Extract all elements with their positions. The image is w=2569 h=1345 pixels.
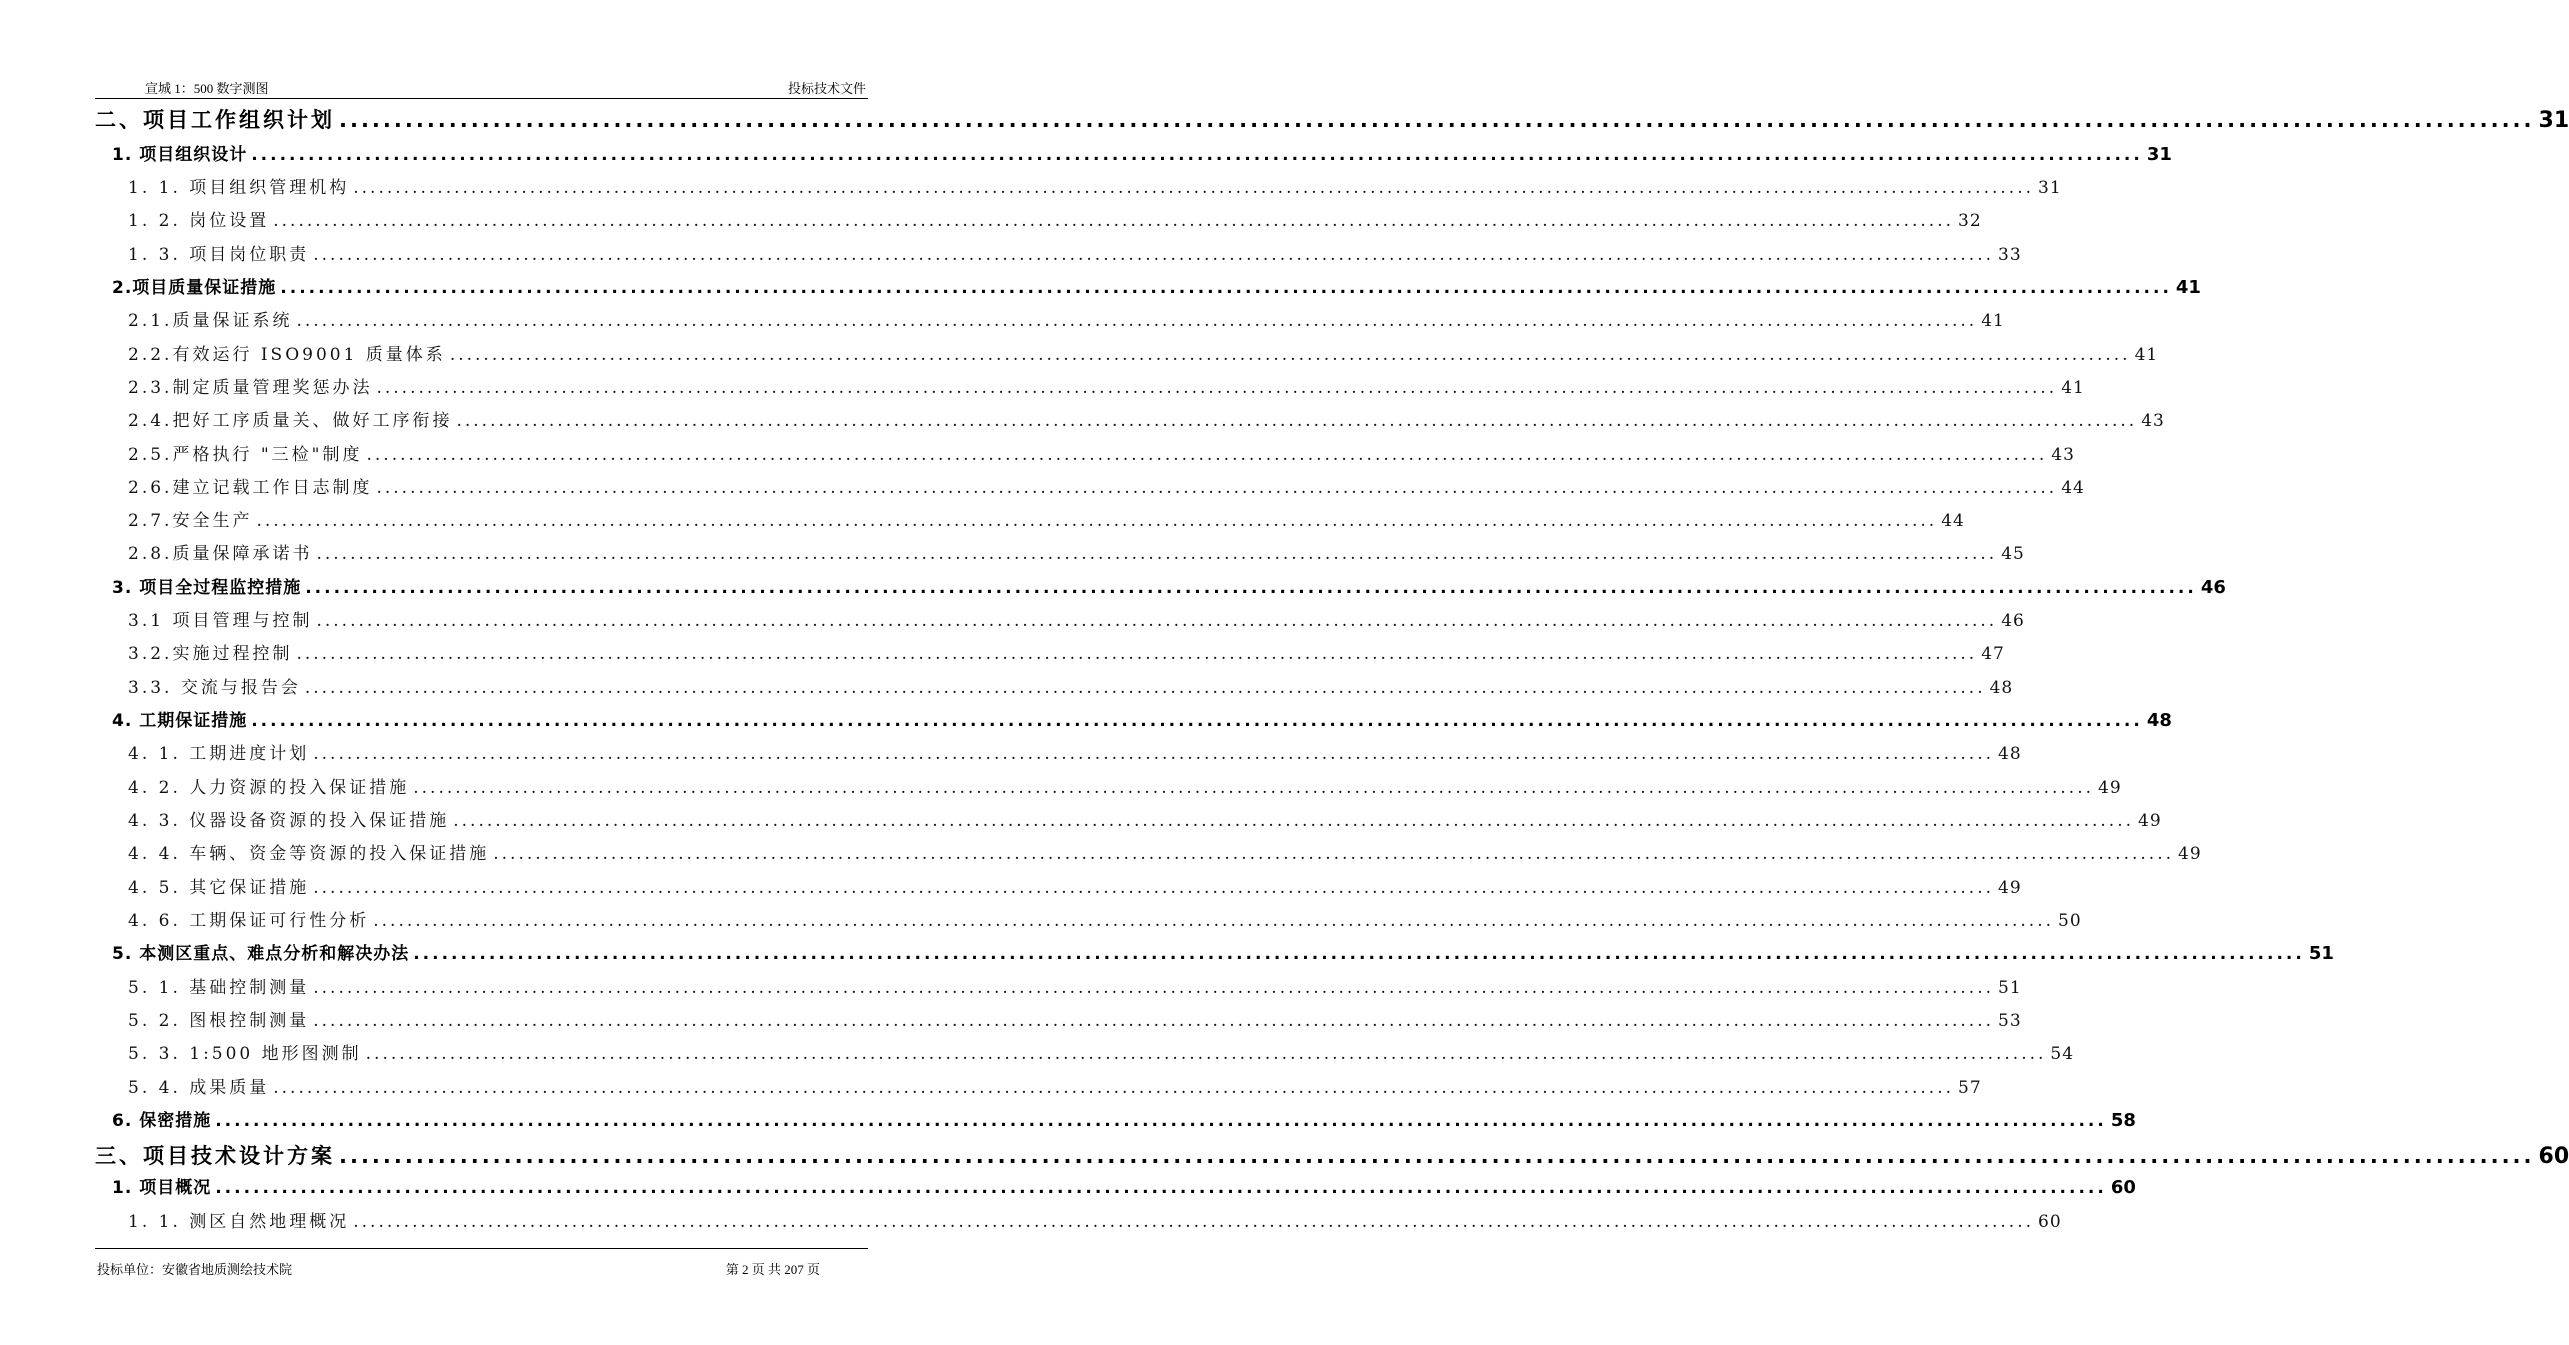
toc-entry[interactable] (95, 906, 2082, 931)
toc-entry[interactable] (95, 873, 2022, 898)
toc-entry-page: 47 (1981, 644, 2005, 664)
toc-entry[interactable] (95, 440, 2075, 465)
toc-entry-title: 2.6.建立记载工作日志制度 (128, 478, 373, 498)
toc-entry[interactable] (95, 1006, 2022, 1031)
toc-entry-page: 43 (2141, 411, 2165, 431)
toc-entry-page: 41 (2134, 345, 2159, 365)
toc-leader-dots: ........................................................................................................................................................................................................ (373, 911, 2055, 931)
toc-entry-page: 32 (1958, 211, 1982, 231)
toc-entry-title: 二、项目工作组织计划 (95, 108, 335, 132)
toc-leader-dots: ........................................................................................................................................................................................................ (313, 744, 1995, 764)
toc-entry-page: 41 (2061, 378, 2085, 398)
toc-entry-page: 49 (2098, 778, 2122, 798)
toc-entry-page: 43 (2051, 445, 2075, 465)
toc-entry-title: 4. 5. 其它保证措施 (128, 878, 310, 898)
toc-entry[interactable] (95, 1140, 2569, 1170)
toc-leader-dots: ........................................................................................................................................................................................................ (215, 1111, 2107, 1131)
toc-entry[interactable] (95, 1106, 2136, 1131)
toc-entry-title: 3. 项目全过程监控措施 (112, 578, 302, 598)
toc-entry[interactable] (95, 306, 2005, 331)
toc-entry-page: 60 (2110, 1177, 2136, 1198)
toc-entry-page: 53 (1998, 1011, 2022, 1031)
toc-entry[interactable] (95, 406, 2165, 431)
toc-entry-title: 3.3. 交流与报告会 (128, 678, 301, 698)
toc-leader-dots: ........................................................................................................................................................................................................ (353, 1212, 2035, 1232)
toc-entry-title: 1. 项目概况 (112, 1178, 212, 1198)
toc-entry-page: 48 (2146, 710, 2172, 731)
footer-bidder: 投标单位：安徽省地质测绘技术院 (97, 1262, 293, 1277)
page-header (95, 76, 868, 99)
header-document-type: 投标技术文件 (787, 81, 866, 96)
toc-leader-dots: ........................................................................................................................................................................................................ (339, 108, 2535, 132)
toc-entry[interactable] (95, 939, 2334, 964)
toc-entry[interactable] (95, 539, 2025, 564)
toc-entry[interactable] (95, 104, 2569, 134)
toc-entry-title: 5. 4. 成果质量 (128, 1078, 270, 1098)
toc-leader-dots: ........................................................................................................................................................................................................ (493, 844, 2175, 864)
toc-entry[interactable] (95, 1073, 1982, 1098)
toc-leader-dots: ........................................................................................................................................................................................................ (313, 1011, 1995, 1031)
toc-entry-title: 1. 2. 岗位设置 (128, 211, 270, 231)
footer-page-number: 第 2 页 共 207 页 (725, 1262, 820, 1277)
toc-entry-page: 41 (1981, 311, 2005, 331)
toc-leader-dots: ........................................................................................................................................................................................................ (449, 345, 2131, 365)
toc-entry-title: 2.3.制定质量管理奖惩办法 (128, 378, 373, 398)
toc-leader-dots: ........................................................................................................................................................................................................ (413, 778, 2095, 798)
toc-leader-dots: ........................................................................................................................................................................................................ (313, 878, 1995, 898)
toc-entry[interactable] (95, 240, 2022, 265)
toc-entry-title: 4. 工期保证措施 (112, 711, 248, 731)
toc-entry[interactable] (95, 739, 2022, 764)
toc-leader-dots: ........................................................................................................................................................................................................ (296, 311, 1978, 331)
toc-entry-page: 31 (2038, 178, 2062, 198)
toc-entry-page: 44 (2061, 478, 2085, 498)
toc-entry-page: 57 (1958, 1078, 1982, 1098)
toc-leader-dots: ........................................................................................................................................................................................................ (353, 178, 2035, 198)
toc-entry[interactable] (95, 806, 2162, 831)
toc-entry[interactable] (95, 206, 1982, 231)
toc-entry-title: 3.2.实施过程控制 (128, 644, 293, 664)
toc-entry[interactable] (95, 973, 2022, 998)
toc-entry-title: 5. 2. 图根控制测量 (128, 1011, 310, 1031)
toc-entry-title: 2.2.有效运行 ISO9001 质量体系 (128, 345, 446, 365)
toc-entry-title: 2.项目质量保证措施 (112, 278, 277, 298)
toc-entry-title: 3.1 项目管理与控制 (128, 611, 313, 631)
toc-entry-page: 31 (2538, 108, 2569, 133)
toc-entry-page: 46 (2200, 577, 2226, 598)
toc-entry[interactable] (95, 773, 2122, 798)
toc-entry-title: 2.5.严格执行 "三检"制度 (128, 445, 363, 465)
toc-entry-page: 51 (1998, 978, 2022, 998)
toc-entry[interactable] (95, 473, 2085, 498)
toc-leader-dots: ........................................................................................................................................................................................................ (365, 1044, 2047, 1064)
toc-entry[interactable] (95, 706, 2172, 731)
toc-entry-page: 31 (2146, 144, 2172, 165)
toc-leader-dots: ........................................................................................................................................................................................................ (313, 245, 1995, 265)
toc-leader-dots: ........................................................................................................................................................................................................ (316, 611, 1998, 631)
toc-entry-page: 54 (2050, 1044, 2075, 1064)
toc-entry-title: 1. 1. 项目组织管理机构 (128, 178, 350, 198)
toc-entry-page: 60 (2038, 1212, 2062, 1232)
toc-entry-title: 2.4.把好工序质量关、做好工序衔接 (128, 411, 453, 431)
toc-entry-title: 三、项目技术设计方案 (95, 1144, 335, 1168)
toc-leader-dots: ........................................................................................................................................................................................................ (413, 944, 2305, 964)
toc-entry[interactable] (95, 839, 2202, 864)
toc-entry-title: 6. 保密措施 (112, 1111, 212, 1131)
toc-entry-title: 5. 1. 基础控制测量 (128, 978, 310, 998)
toc-entry-page: 48 (1989, 678, 2014, 698)
toc-leader-dots: ........................................................................................................................................................................................................ (251, 145, 2143, 165)
toc-entry[interactable] (95, 173, 2062, 198)
toc-entry-page: 49 (2178, 844, 2202, 864)
toc-entry-page: 58 (2110, 1110, 2136, 1131)
toc-entry-page: 41 (2175, 277, 2201, 298)
toc-entry-title: 4. 4. 车辆、资金等资源的投入保证措施 (128, 844, 490, 864)
toc-entry-title: 1. 项目组织设计 (112, 145, 248, 165)
toc-entry-page: 51 (2308, 943, 2334, 964)
toc-entry[interactable] (95, 340, 2159, 365)
toc-leader-dots: ........................................................................................................................................................................................................ (215, 1178, 2107, 1198)
toc-entry-title: 2.8.质量保障承诺书 (128, 544, 313, 564)
toc-leader-dots: ........................................................................................................................................................................................................ (456, 411, 2138, 431)
toc-entry-title: 4. 1. 工期进度计划 (128, 744, 310, 764)
toc-entry-page: 48 (1998, 744, 2022, 764)
toc-leader-dots: ........................................................................................................................................................................................................ (376, 378, 2058, 398)
toc-entry-title: 4. 6. 工期保证可行性分析 (128, 911, 370, 931)
toc-entry[interactable] (95, 606, 2025, 631)
toc-entry-title: 1. 3. 项目岗位职责 (128, 245, 310, 265)
toc-leader-dots: ........................................................................................................................................................................................................ (296, 644, 1978, 664)
toc-leader-dots: ........................................................................................................................................................................................................ (256, 511, 1938, 531)
toc-entry[interactable] (95, 273, 2201, 298)
toc-leader-dots: ........................................................................................................................................................................................................ (305, 578, 2197, 598)
toc-leader-dots: ........................................................................................................................................................................................................ (304, 678, 1986, 698)
toc-leader-dots: ........................................................................................................................................................................................................ (453, 811, 2135, 831)
page-footer (95, 1248, 868, 1277)
toc-leader-dots: ........................................................................................................................................................................................................ (366, 445, 2048, 465)
toc-entry-page: 60 (2538, 1144, 2569, 1169)
toc-entry[interactable] (95, 506, 1965, 531)
toc-entry-page: 49 (1998, 878, 2022, 898)
toc-entry[interactable] (95, 1039, 2075, 1064)
toc-leader-dots: ........................................................................................................................................................................................................ (251, 711, 2143, 731)
toc-entry-page: 46 (2001, 611, 2025, 631)
toc-entry-page: 49 (2138, 811, 2162, 831)
toc-entry-title: 5. 3. 1:500 地形图测制 (128, 1044, 362, 1064)
toc-entry-title: 2.7.安全生产 (128, 511, 253, 531)
toc-entry-title: 1. 1. 测区自然地理概况 (128, 1212, 350, 1232)
toc-leader-dots: ........................................................................................................................................................................................................ (280, 278, 2172, 298)
toc-entry-page: 45 (2001, 544, 2025, 564)
toc-leader-dots: ........................................................................................................................................................................................................ (316, 544, 1998, 564)
toc-leader-dots: ........................................................................................................................................................................................................ (313, 978, 1995, 998)
toc-entry[interactable] (95, 140, 2172, 165)
toc-leader-dots: ........................................................................................................................................................................................................ (376, 478, 2058, 498)
toc-entry-page: 50 (2058, 911, 2082, 931)
toc-leader-dots: ........................................................................................................................................................................................................ (339, 1144, 2535, 1168)
toc-entry[interactable] (95, 1207, 2062, 1232)
toc-leader-dots: ........................................................................................................................................................................................................ (273, 1078, 1955, 1098)
toc-entry-title: 4. 3. 仪器设备资源的投入保证措施 (128, 811, 450, 831)
toc-entry[interactable] (95, 373, 2085, 398)
header-project-title: 宣城 1：500 数字测图 (145, 81, 269, 96)
toc-entry-page: 44 (1941, 511, 1965, 531)
toc-leader-dots: ........................................................................................................................................................................................................ (273, 211, 1955, 231)
toc-entry-title: 4. 2. 人力资源的投入保证措施 (128, 778, 410, 798)
toc-entry-title: 5. 本测区重点、难点分析和解决办法 (112, 944, 410, 964)
toc-entry[interactable] (95, 639, 2005, 664)
toc-entry-page: 33 (1998, 245, 2022, 265)
toc-entry-title: 2.1.质量保证系统 (128, 311, 293, 331)
toc-entry[interactable] (95, 673, 2014, 698)
toc-entry[interactable] (95, 573, 2226, 598)
toc-entry[interactable] (95, 1173, 2136, 1198)
